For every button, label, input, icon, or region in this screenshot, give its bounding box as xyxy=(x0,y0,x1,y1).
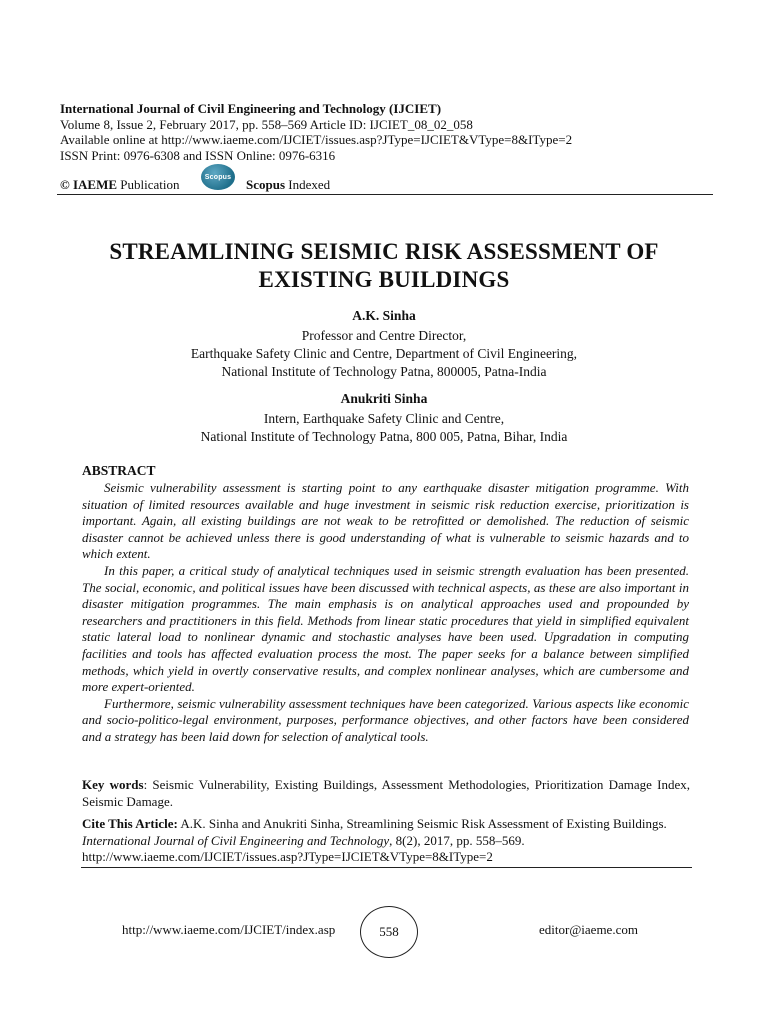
abstract-paragraph: In this paper, a critical study of analytical techniques used in seismic strength evaluation has been presented. The social, economic, and political issues have been discussed with technical aspects, as these are also important in disaster mitigation programmes. The main emphasis is on analytical approaches used and propounded by researchers and practitioners in this field. Methods from linear static procedures that yield in simplified equivalent static lateral load to nonlinear dynamic and stochastic analyses have been used. Upgradation in computing facilities and tools has affected evaluation process the most. The paper seeks for a balance between simplified methods, which yield in overtly conservative results, and complex nonlinear analyses, which are cumbersome and more expert-oriented. xyxy=(82,562,689,695)
affiliation-line: Earthquake Safety Clinic and Centre, Department of Civil Engineering, xyxy=(190,346,578,361)
journal-header xyxy=(60,101,720,163)
scopus-bold: Scopus xyxy=(246,177,286,192)
publisher-bold: © IAEME xyxy=(60,177,118,192)
affiliation-line: National Institute of Technology Patna, 800 005, Patna, Bihar, India xyxy=(200,429,568,444)
cite-label: Cite This Article: xyxy=(82,816,178,831)
journal-title: International Journal of Civil Engineering and Technology (IJCIET) xyxy=(60,101,442,116)
publisher-rest: Publication xyxy=(117,177,180,192)
publisher-label xyxy=(60,177,180,193)
title-line-1: STREAMLINING SEISMIC RISK ASSESSMENT OF xyxy=(109,239,659,264)
keywords xyxy=(82,776,690,810)
cite-journal: International Journal of Civil Engineering and Technology xyxy=(82,832,390,848)
cite-text-2: , 8(2), 2017, pp. 558–569. xyxy=(389,832,525,848)
header-divider xyxy=(57,194,713,195)
paper-title xyxy=(60,238,708,294)
cite-this-article xyxy=(82,816,690,866)
page-number: 558 xyxy=(360,906,418,958)
scopus-indexed-label xyxy=(246,177,330,193)
volume-line: Volume 8, Issue 2, February 2017, pp. 558–569 Article ID: IJCIET_08_02_058 xyxy=(60,116,473,132)
abstract-paragraph: Seismic vulnerability assessment is starting point to any earthquake disaster mitigation programme. With situation of limited resources available and huge investment in seismic risk reduction exercise, prioritization is important. Again, all existing buildings are not weak to be retrofitted or demolished. The reduction of seismic disaster cannot be achieved unless there is good understanding of what is vulnerable to seismic hazards and to which extent. xyxy=(82,480,689,562)
publication-row xyxy=(60,172,712,194)
abstract-paragraph: Furthermore, seismic vulnerability assessment techniques have been categorized. Various aspects like economic and socio-politico-legal environment, purposes, performance objectives, and other factors have been considered and a strategy has been laid down for selection of analytical tools. xyxy=(82,695,689,744)
author-block-2 xyxy=(60,390,708,446)
page-footer xyxy=(0,906,768,958)
title-line-2: EXISTING BUILDINGS xyxy=(258,267,510,292)
editor-email-link[interactable]: editor@iaeme.com xyxy=(539,922,638,937)
affiliation-line: Intern, Earthquake Safety Clinic and Centre, xyxy=(263,411,505,426)
footer-divider xyxy=(81,867,692,868)
keywords-label: Key words xyxy=(82,777,144,792)
abstract-section xyxy=(82,463,689,746)
affiliation-line: Professor and Centre Director, xyxy=(301,328,467,343)
cite-text: A.K. Sinha and Anukriti Sinha, Streamlining Seismic Risk Assessment of Existing Buildings. xyxy=(177,816,667,831)
scopus-logo-icon: Scopus xyxy=(201,164,235,190)
issn-line: ISSN Print: 0976-6308 and ISSN Online: 0976-6316 xyxy=(60,147,336,163)
author-block-1 xyxy=(60,307,708,381)
journal-index-link[interactable]: http://www.iaeme.com/IJCIET/index.asp xyxy=(122,922,336,937)
keywords-text: : Seismic Vulnerability, Existing Buildings, Assessment Methodologies, Prioritization Damage Index, Seismic Damage. xyxy=(82,777,690,809)
scopus-rest: Indexed xyxy=(285,177,331,192)
author-name: A.K. Sinha xyxy=(352,308,416,323)
cite-url-link[interactable]: http://www.iaeme.com/IJCIET/issues.asp?JType=IJCIET&VType=8&IType=2 xyxy=(82,849,493,865)
online-url-line[interactable]: Available online at http://www.iaeme.com/IJCIET/issues.asp?JType=IJCIET&VType=8&IType=2 xyxy=(60,132,573,147)
author-name: Anukriti Sinha xyxy=(340,391,428,406)
abstract-heading: ABSTRACT xyxy=(82,463,156,478)
affiliation-line: National Institute of Technology Patna, 800005, Patna-India xyxy=(221,364,547,379)
